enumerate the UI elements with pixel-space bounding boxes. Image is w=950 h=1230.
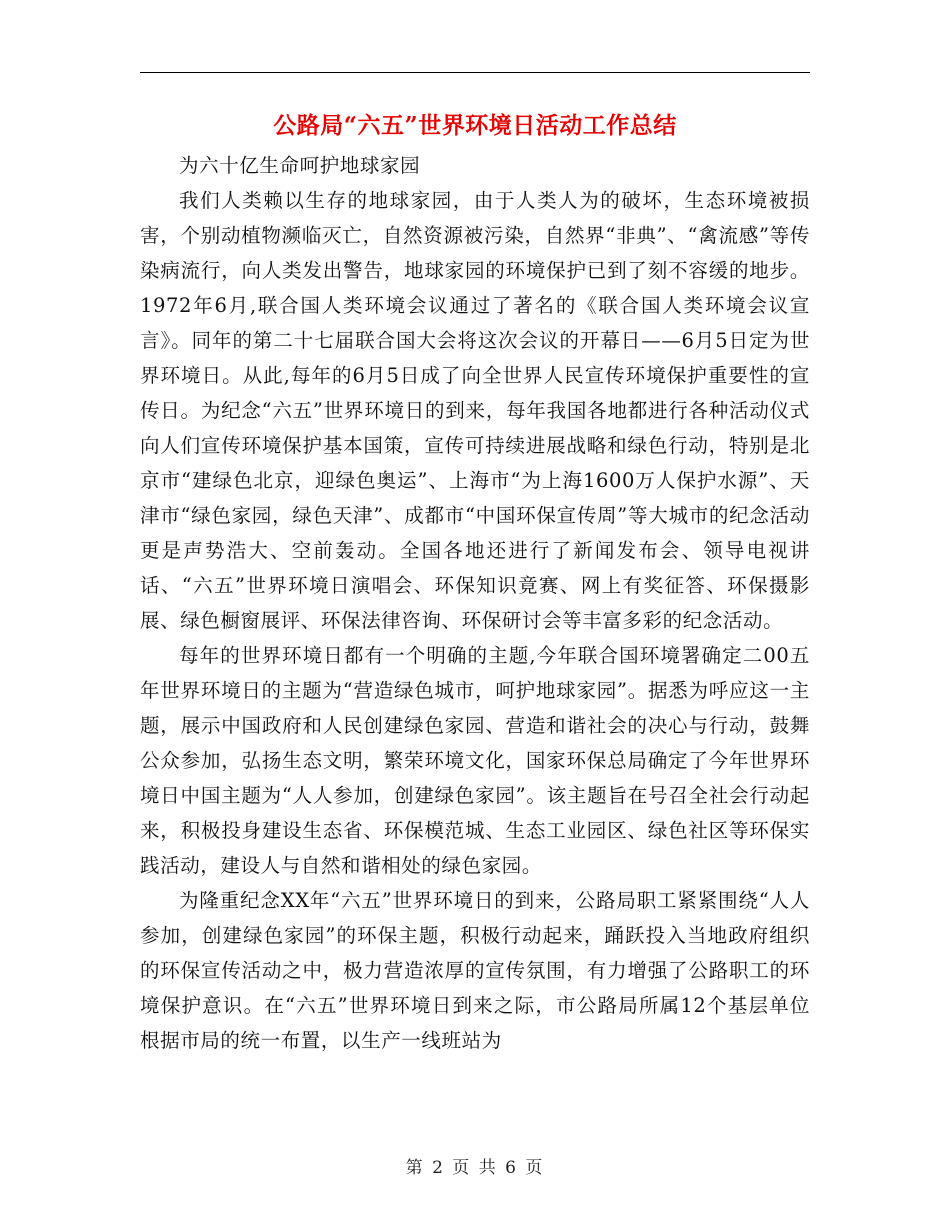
document-subtitle: 为六十亿生命呵护地球家园 [179, 154, 421, 177]
document-title: 公路局“六五”世界环境日活动工作总结 [273, 112, 677, 139]
header-rule [140, 72, 810, 73]
paragraph-1: 我们人类赖以生存的地球家园，由于人类人为的破坏，生态环境被损害，个别动植物濒临灭亡，自然资源被污染，自然界“非典”、“禽流感”等传染病流行，向人类发出警告，地球家园的环境保护已到了刻不容缓的地步。1972年6月,联合国人类环境会议通过了著名的《联合国人类环境会议宣言》。同年的第二十七届联合国大会将这次会议的开幕日——6月5日定为世界环境日。从此,每年的6月5日成了向全世界人民宣传环境保护重要性的宣传日。为纪念“六五”世界环境日的到来，每年我国各地都进行各种活动仪式向人们宣传环境保护基本国策，宣传可持续进展战略和绿色行动，特别是北京市“建绿色北京，迎绿色奥运”、上海市“为上海1600万人保护水源”、天津市“绿色家园，绿色天津”、成都市“中国环保宣传周”等大城市的纪念活动更是声势浩大、空前轰动。全国各地还进行了新闻发布会、领导电视讲话、“六五”世界环境日演唱会、环保知识竟赛、网上有奖征答、环保摄影展、绿色橱窗展评、环保法律咨询、环保研讨会等丰富多彩的纪念活动。 [140, 189, 810, 632]
paragraph-2: 每年的世界环境日都有一个明确的主题,今年联合国环境署确定二00五年世界环境日的主题为“营造绿色城市，呵护地球家园”。据悉为呼应这一主题，展示中国政府和人民创建绿色家园、营造和谐社会的决心与行动，鼓舞公众参加，弘扬生态文明，繁荣环境文化，国家环保总局确定了今年世界环境日中国主题为“人人参加，创建绿色家园”。该主题旨在号召全社会行动起来，积极投身建设生态省、环保模范城、生态工业园区、绿色社区等环保实践活动，建设人与自然和谐相处的绿色家园。 [140, 644, 810, 877]
paragraph-3: 为隆重纪念XX年“六五”世界环境日的到来，公路局职工紧紧围绕“人人参加，创建绿色家园”的环保主题，积极行动起来，踊跃投入当地政府组织的环保宣传活动之中，极力营造浓厚的宣传氛围，有力增强了公路职工的环境保护意识。在“六五”世界环境日到来之际，市公路局所属12个基层单位根据市局的统一布置，以生产一线班站为 [140, 889, 810, 1052]
document-body [140, 148, 810, 1058]
page-number: 第 2 页 共 6 页 [405, 1158, 545, 1178]
